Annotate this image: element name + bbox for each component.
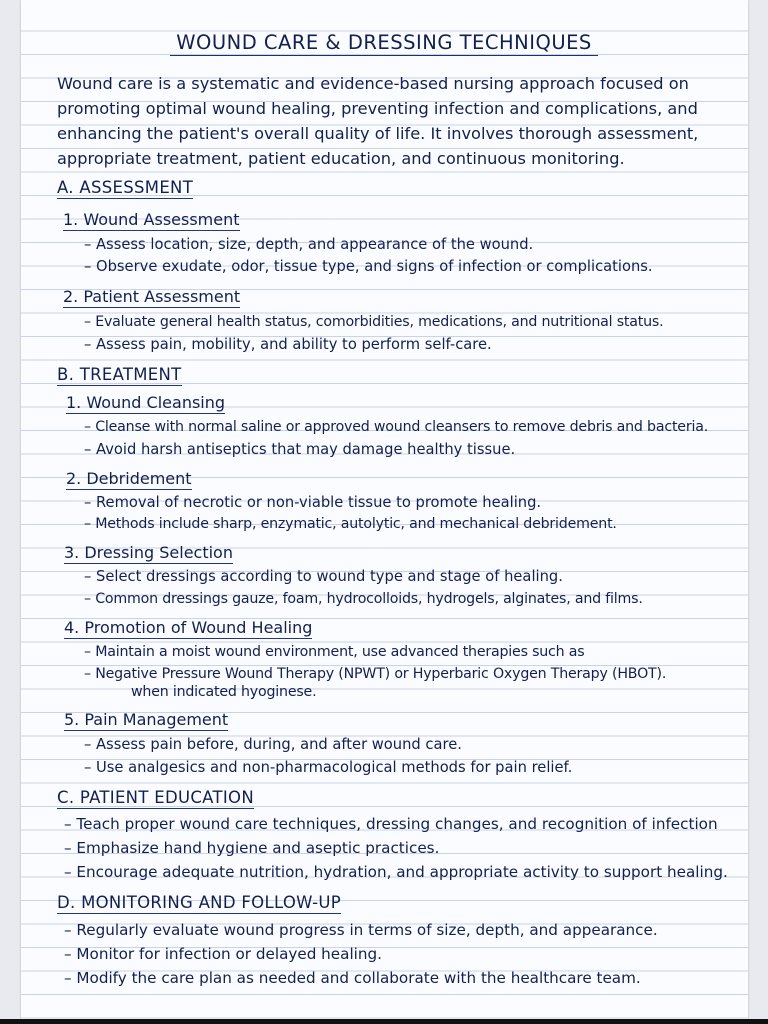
bullet-item: – Modify the care plan as needed and collaborate with the healthcare team. xyxy=(64,969,641,987)
bullet-continuation: when indicated hyoginese. xyxy=(131,684,317,700)
bullet-item: – Cleanse with normal saline or approved wound cleansers to remove debris and bacteria. xyxy=(84,419,709,435)
bullet-item: – Avoid harsh antiseptics that may damage healthy tissue. xyxy=(84,441,516,458)
bullet-item: – Monitor for infection or delayed healing. xyxy=(64,945,382,963)
subheading-patient-assessment: 2. Patient Assessment xyxy=(63,287,241,306)
bullet-item: – Evaluate general health status, comorbidities, medications, and nutritional status. xyxy=(84,314,664,330)
subheading-wound-assessment: 1. Wound Assessment xyxy=(63,210,240,229)
subheading-wound-cleansing: 1. Wound Cleansing xyxy=(66,393,226,412)
bullet-item: – Methods include sharp, enzymatic, autolytic, and mechanical debridement. xyxy=(84,516,617,532)
bullet-item: – Teach proper wound care techniques, dressing changes, and recognition of infection xyxy=(64,815,718,833)
bullet-item: – Select dressings according to wound type and stage of healing. xyxy=(84,568,563,585)
bullet-item: – Assess location, size, depth, and appearance of the wound. xyxy=(84,236,534,253)
bullet-item: – Regularly evaluate wound progress in terms of size, depth, and appearance. xyxy=(64,921,658,939)
intro-paragraph: Wound care is a systematic and evidence-based nursing approach focused on promoting optimal wound healing, preventing infection and complications, and enhancing the patient's overall quality of life. It involves thorough assessment, appropriate treatment, patient education, and continuous monitoring. xyxy=(57,74,699,168)
bullet-item: – Maintain a moist wound environment, use advanced therapies such as xyxy=(84,644,585,660)
bullet-item: – Encourage adequate nutrition, hydration, and appropriate activity to support healing. xyxy=(64,863,728,881)
bullet-item: – Assess pain, mobility, and ability to perform self-care. xyxy=(84,336,492,353)
bottom-edge-bar xyxy=(0,1019,768,1024)
subheading-promotion-of-wound-healing: 4. Promotion of Wound Healing xyxy=(64,618,313,637)
subheading-dressing-selection: 3. Dressing Selection xyxy=(64,543,233,562)
page-title-text: WOUND CARE & DRESSING TECHNIQUES xyxy=(170,31,598,56)
section-heading-patient-education: C. PATIENT EDUCATION xyxy=(57,788,254,807)
subheading-debridement: 2. Debridement xyxy=(66,469,192,488)
bullet-item: – Observe exudate, odor, tissue type, and signs of infection or complications. xyxy=(84,258,653,275)
bullet-item: – Assess pain before, during, and after wound care. xyxy=(84,736,462,753)
section-heading-assessment: A. ASSESSMENT xyxy=(57,178,194,197)
bullet-item: – Common dressings gauze, foam, hydrocolloids, hydrogels, alginates, and films. xyxy=(84,591,643,607)
bullet-item: – Negative Pressure Wound Therapy (NPWT) or Hyperbaric Oxygen Therapy (HBOT). xyxy=(84,666,667,682)
page-title xyxy=(0,31,768,54)
bullet-item: – Removal of necrotic or non-viable tissue to promote healing. xyxy=(84,494,542,511)
bullet-item: – Emphasize hand hygiene and aseptic practices. xyxy=(64,839,440,857)
bullet-item: – Use analgesics and non-pharmacological methods for pain relief. xyxy=(84,759,573,776)
section-heading-treatment: B. TREATMENT xyxy=(57,365,182,384)
subheading-pain-management: 5. Pain Management xyxy=(64,710,229,729)
section-heading-monitoring-and-follow-up: D. MONITORING AND FOLLOW-UP xyxy=(57,893,341,912)
